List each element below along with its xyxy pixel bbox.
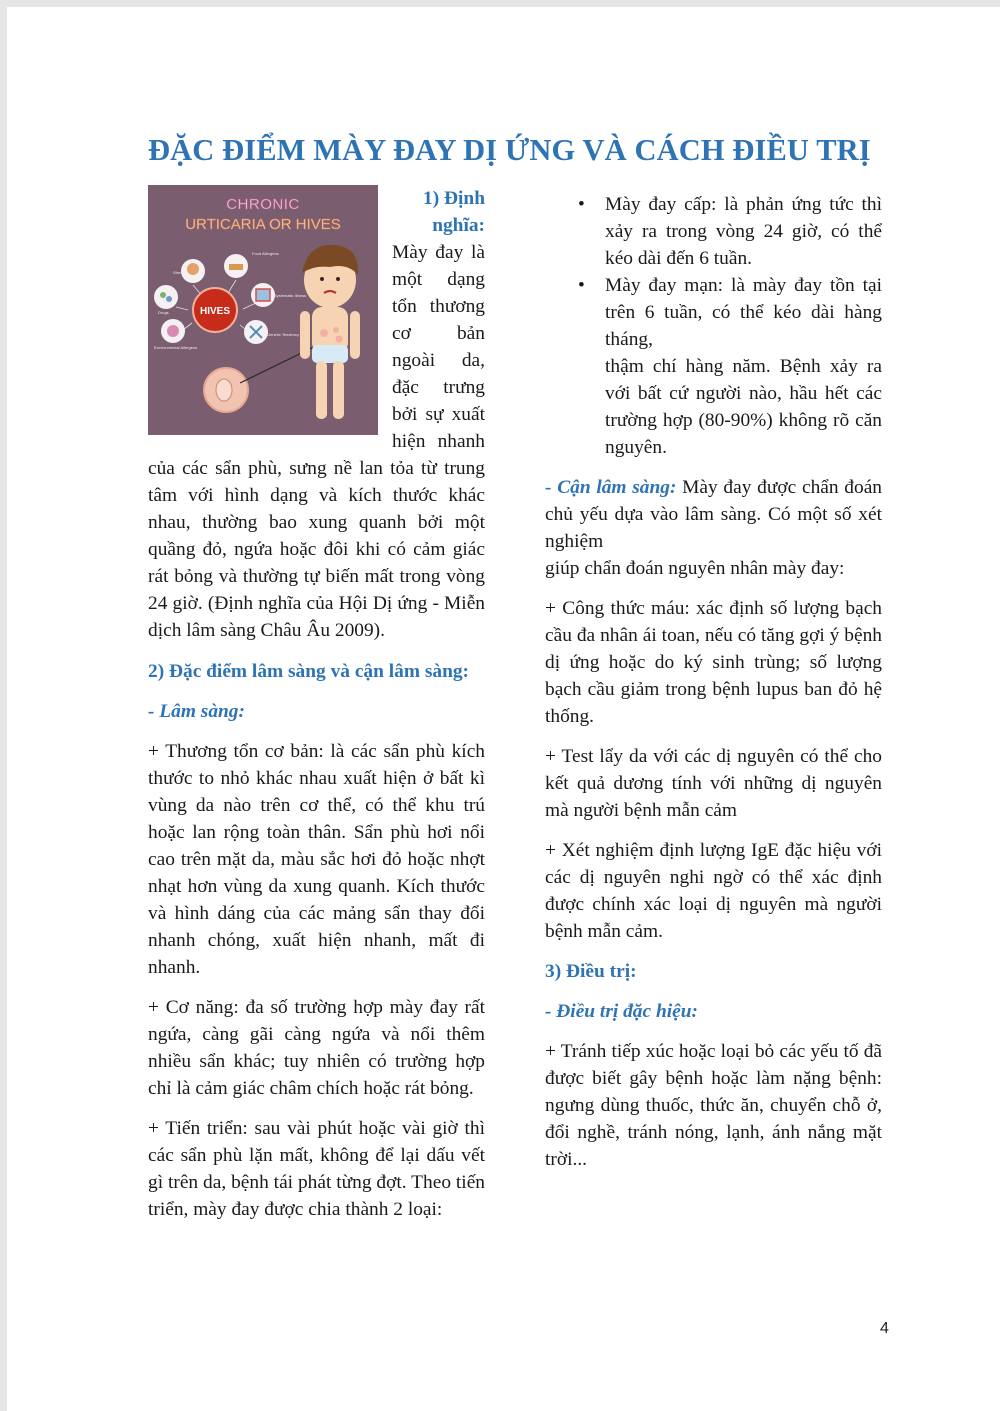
boy-figure: [300, 245, 360, 419]
type-item-chronic: [545, 272, 882, 461]
document-title: ĐẶC ĐIỂM MÀY ĐAY DỊ ỨNG VÀ CÁCH ĐIỀU TRỊ: [148, 133, 871, 167]
section-3-heading: 3) Điều trị:: [545, 961, 637, 982]
section-1-body: Mày đay là một dạng tổn thương cơ bản ngoài da, đặc trưng bởi sự xuất hiện nhanh của các sẩn phù, sưng nề lan tỏa từ trung tâm với hình dạng và kích thước khác nhau, thường bao xung quanh bởi một quầng đỏ, ngứa hoặc đôi khi có cảm giác rát bỏng và thường tự biến mất trong vòng 24 giờ. (Định nghĩa của Hội Dị ứng - Miễn dịch lâm sàng Châu Âu 2009).: [148, 242, 485, 641]
right-column: [545, 191, 882, 1186]
paraclinical-intro-continued: giúp chẩn đoán nguyên nhân mày đay:: [545, 558, 845, 579]
specific-treatment-heading: - Điều trị đặc hiệu:: [545, 1001, 698, 1022]
type-text: Mày đay cấp: là phản ứng tức thì xảy ra trong vòng 24 giờ, có thể kéo dài đến 6 tuần.: [605, 194, 882, 269]
clinical-item: + Tiến triển: sau vài phút hoặc vài giờ thì các sẩn phù lặn mất, không để lại dấu vết gì trên da, bệnh tái phát từng đợt. Theo tiến triển, mày đay được chia thành 2 loại:: [148, 1118, 485, 1220]
illustration-title-line1: CHRONIC: [226, 196, 300, 213]
paraclinical-intro: Mày đay được chẩn đoán chủ yếu dựa vào lâm sàng. Có một số xét nghiệm: [545, 477, 882, 552]
clinical-item: + Cơ năng: đa số trường hợp mày đay rất ngứa, càng gãi càng ngứa và nổi thêm nhiều sẩn khác; tuy nhiên có trường hợp chỉ là cảm giác châm chích hoặc rát bỏng.: [148, 997, 485, 1099]
left-column: [148, 185, 485, 1285]
page-number: 4: [880, 1320, 889, 1337]
cause-label: Food Allergens: [252, 251, 279, 256]
type-item-acute: [545, 191, 882, 272]
section-1-heading: 1) Định nghĩa:: [423, 188, 485, 236]
drugs-icon: [154, 285, 178, 309]
bullet-icon: •: [578, 275, 585, 296]
test-item: + Xét nghiệm định lượng IgE đặc hiệu với các dị nguyên nghi ngờ có thể xác định được chính xác loại dị nguyên mà người bệnh mẫn cảm.: [545, 840, 882, 942]
cause-label: Environmental Allergens: [154, 345, 198, 350]
type-text: Mày đay mạn: là mày đay tồn tại trên 6 tuần, có thể kéo dài hàng tháng,: [605, 275, 882, 350]
illustration-graphic: [148, 185, 378, 435]
cause-label: Genetic Tendency: [267, 332, 299, 337]
treatment-item: + Tránh tiếp xúc hoặc loại bỏ các yếu tố đã được biết gây bệnh hoặc làm nặng bệnh: ngưng dùng thuốc, thức ăn, chuyển chỗ ở, đổi nghề, tránh nóng, lạnh, ánh nắng mặt trời...: [545, 1041, 882, 1170]
document-page: [7, 7, 1000, 1411]
test-item: + Test lẩy da với các dị nguyên có thể cho kết quả dương tính với những dị nguyên mà người bệnh mẫn cảm: [545, 746, 882, 821]
paraclinical-paragraph: [545, 474, 882, 582]
section-2-heading: 2) Đặc điểm lâm sàng và cận lâm sàng:: [148, 661, 470, 682]
clinical-item: + Thương tổn cơ bản: là các sẩn phù kích thước to nhỏ khác nhau xuất hiện ở bất kì vùng da nào trên cơ thể, có thể khu trú hoặc lan rộng toàn thân. Sẩn phù hơi nổi cao trên mặt da, màu sắc hơi đỏ hoặc nhợt nhạt hơn vùng da xung quanh. Kích thước và hình dáng của các mảng sẩn thay đổi nhanh chóng, xuất hiện nhanh, mất đi nhanh.: [148, 741, 485, 978]
hives-center-label: HIVES: [199, 306, 231, 317]
bullet-icon: •: [578, 194, 585, 215]
urticaria-types-list: [545, 191, 882, 461]
paraclinical-heading: - Cận lâm sàng:: [545, 477, 677, 498]
cause-label: Systematic Illness: [274, 293, 307, 298]
urticaria-illustration: [148, 185, 378, 435]
type-text-continued: thậm chí hàng năm. Bệnh xảy ra với bất cứ người nào, hầu hết các trường hợp (80-90%) không rõ căn nguyên.: [605, 356, 882, 458]
clinical-heading: - Lâm sàng:: [148, 701, 245, 722]
test-item: + Công thức máu: xác định số lượng bạch cầu đa nhân ái toan, nếu có tăng gợi ý bệnh dị ứng hoặc do ký sinh trùng; số lượng bạch cầu giảm trong bệnh lupus ban đỏ hệ thống.: [545, 598, 882, 727]
illustration-title-line2: URTICARIA OR HIVES: [185, 216, 341, 233]
cause-label: Stress: [173, 270, 185, 275]
cause-label: Drugs: [158, 310, 169, 315]
